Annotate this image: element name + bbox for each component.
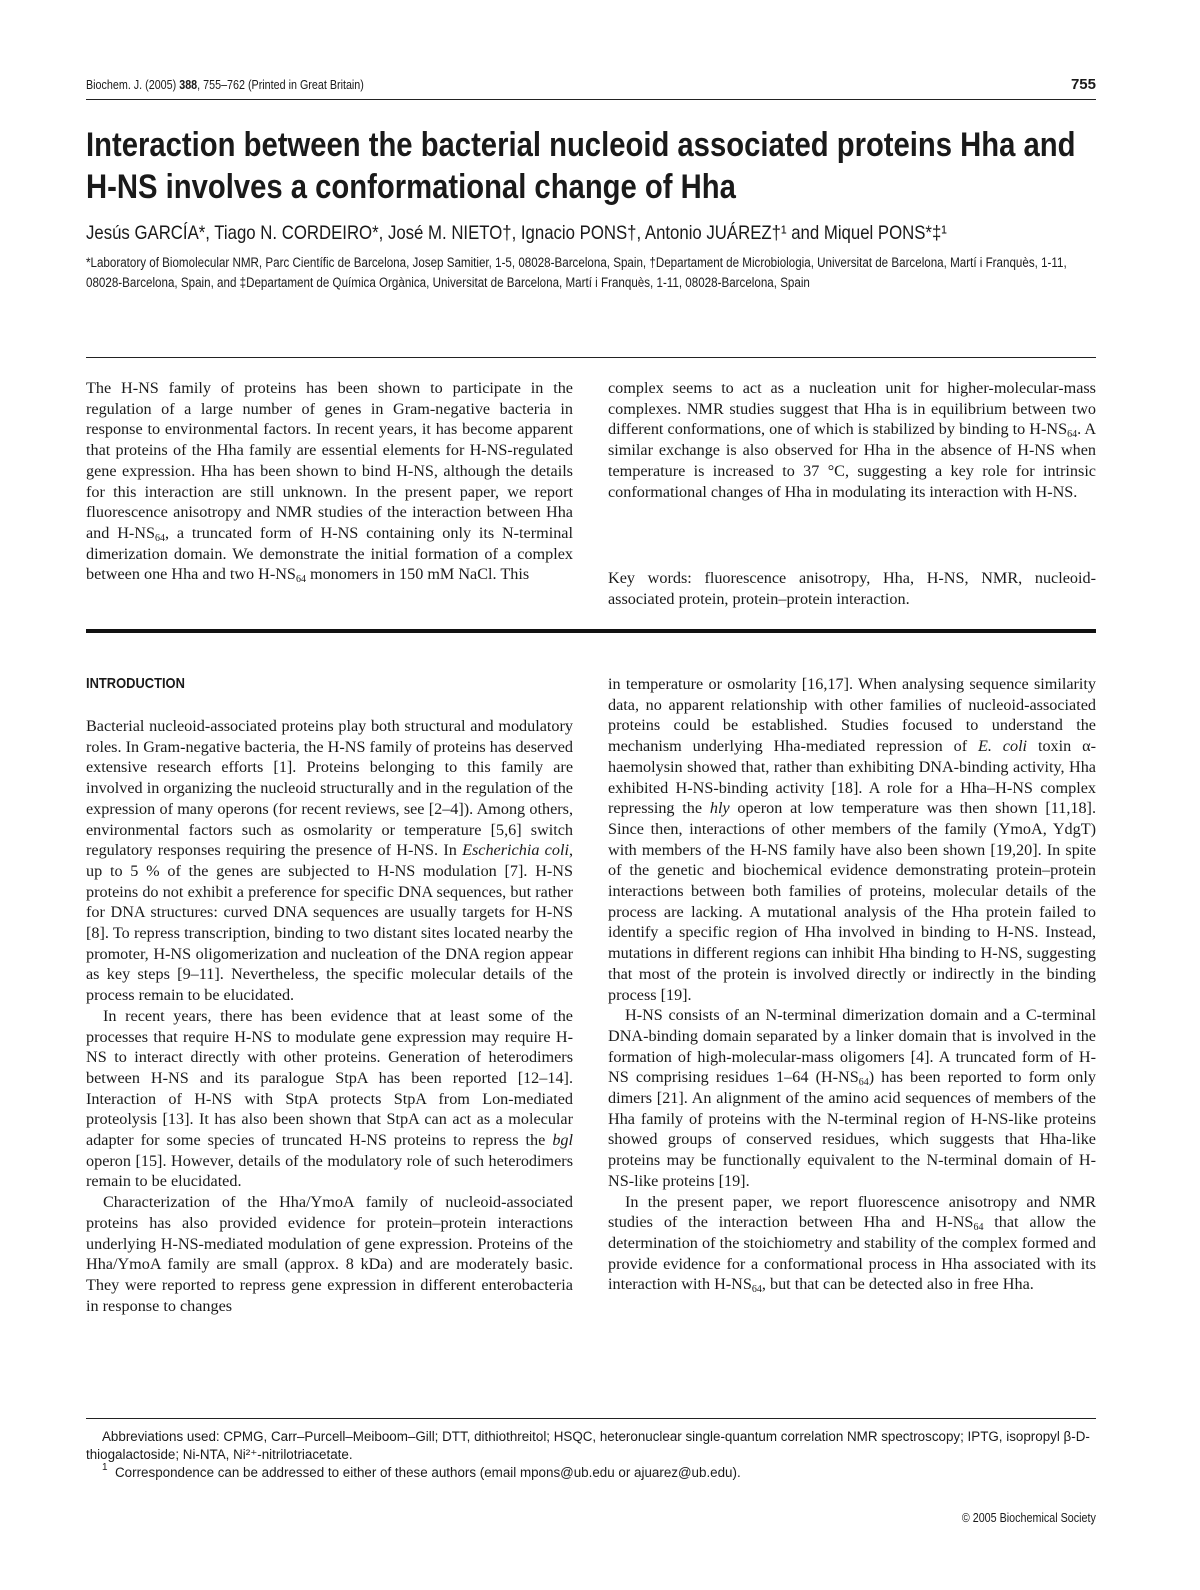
article-title: Interaction between the bacterial nucleoid associated proteins Hha and H-NS involves a conformational change of Hha bbox=[86, 126, 1076, 206]
paragraph: in temperature or osmolarity [16,17]. When analysing sequence similarity data, no apparent relationship with other families of nucleoid-associated proteins could be established. Studies focused to understand the mechanism underlying Hha-mediated repression of E. coli toxin α-haemolysin showed that, rather than exhibiting DNA-binding activity, Hha exhibited H-NS-binding activity [18]. A role for a Hha–H-NS complex repressing the hly operon at low temperature was then shown [11,18]. Since then, interactions of other members of the family (YmoA, YdgT) with members of the H-NS family have also been shown [19,20]. In spite of the genetic and biochemical evidence demonstrating protein–protein interactions between both families of proteins, molecular details of the process are lacking. A mutational analysis of the Hha protein failed to identify a specific region of Hha involved in binding to H-NS. Instead, mutations in different regions can inhibit Hha binding to H-NS, suggesting that most of the protein is involved directly or indirectly in the binding process [19]. bbox=[608, 675, 1096, 1004]
abstract-right-column bbox=[608, 378, 1096, 502]
paragraph: H-NS consists of an N-terminal dimerization domain and a C-terminal DNA-binding domain separated by a linker domain that is involved in the formation of high-molecular-mass oligomers [4]. A truncated form of H-NS comprising residues 1–64 $(H-NS_{64})$ has been reported to form only dimers [21]. An alignment of the amino acid sequences of members of the Hha family of proteins with the N-terminal region of H-NS-like proteins showed groups of conserved residues, which suggests that Hha-like proteins may be functionally equivalent to the N-terminal domain of H-NS-like proteins [19]. bbox=[608, 1006, 1096, 1190]
copyright: © 2005 Biochemical Society bbox=[961, 1511, 1096, 1525]
affiliations: *Laboratory of Biomolecular NMR, Parc Científic de Barcelona, Josep Samitier, 1-5, 08028-Barcelona, Spain, †Departament de Microbiologia, Universitat de Barcelona, Martí i Franquès, 1-11, 08028-Barcelona, Spain, and ‡Departament de Química Orgànica, Universitat de Barcelona, Martí i Franquès, 1-11, 08028-Barcelona, Spain bbox=[86, 255, 1067, 290]
abstract-top-rule bbox=[86, 357, 1096, 358]
running-head bbox=[86, 76, 1096, 98]
intro-right-column bbox=[608, 674, 1096, 1295]
keywords: Key words: fluorescence anisotropy, Hha, H-NS, NMR, nucleoid-associated protein, protein–protein interaction. bbox=[608, 569, 1096, 608]
abstract-text: complex seems to act as a nucleation unit for higher-molecular-mass complexes. NMR studies suggest that Hha is in equilibrium between two different conformations, one of which is stabilized by binding to H-NS bbox=[608, 379, 1096, 439]
header-rule bbox=[86, 99, 1096, 100]
paragraph: Characterization of the Hha/YmoA family of nucleoid-associated proteins has also provided evidence for protein–protein interactions underlying H-NS-mediated modulation of gene expression. Proteins of the Hha/YmoA family are small (approx. 8 kDa) and are moderately basic. They were reported to repress gene expression in different enterobacteria in response to changes bbox=[86, 1193, 573, 1315]
page-number: 755 bbox=[1070, 76, 1096, 93]
citation-prefix: Biochem. J. (2005) bbox=[86, 78, 180, 92]
intro-left-column bbox=[86, 716, 573, 1316]
citation-volume: 388 bbox=[179, 78, 198, 92]
abstract-text: , a truncated form of H-NS containing only its N-terminal dimerization domain. We demonstrate the initial formation of a complex between one Hha and two H-NS bbox=[86, 523, 573, 584]
citation-suffix: , 755–762 (Printed in Great Britain) bbox=[197, 78, 364, 92]
author-list: Jesús GARCÍA*, Tiago N. CORDEIRO*, José M. NIETO†, Ignacio PONS†, Antonio JUÁREZ†¹ and Miquel PONS*‡¹ bbox=[86, 222, 947, 244]
journal-citation bbox=[86, 78, 364, 92]
footnotes bbox=[86, 1428, 1096, 1483]
footnote-rule bbox=[86, 1418, 1096, 1419]
abstract-text: The H-NS family of proteins has been shown to participate in the regulation of a large number of genes in Gram-negative bacteria in response to environmental factors. In recent years, it has become apparent that proteins of the Hha family are essential elements for H-NS-regulated gene expression. Hha has been shown to bind H-NS, although the details for this interaction are still unknown. In the present paper, we report fluorescence anisotropy and NMR studies of the interaction between Hha and H-NS bbox=[86, 379, 573, 542]
footnote-marker: 1 bbox=[102, 1462, 108, 1474]
subscript: 64 bbox=[1067, 429, 1078, 441]
subscript: 64 bbox=[295, 574, 306, 586]
abstract-text: . A similar exchange is also observed for Hha in the absence of H-NS when temperature is increased to 37 °C, suggesting a key role for intrinsic conformational changes of Hha in modulating its interaction with H-NS. bbox=[608, 420, 1097, 501]
paragraph: In recent years, there has been evidence that at least some of the processes that require H-NS to modulate gene expression may require H-NS to interact directly with other proteins. Generation of heterodimers between H-NS and its paralogue StpA has been reported [12–14]. Interaction of H-NS with StpA protects StpA from Lon-mediated proteolysis [13]. It has also been shown that StpA can act as a molecular adapter for some species of truncated H-NS proteins to repress the bgl operon [15]. However, details of the modulatory role of such heterodimers remain to be elucidated. bbox=[86, 1006, 573, 1191]
abstract-text: monomers in 150 mM NaCl. This bbox=[305, 565, 530, 584]
abstract-bottom-rule bbox=[86, 629, 1096, 633]
abbreviations-footnote: Abbreviations used: CPMG, Carr–Purcell–Meiboom–Gill; DTT, dithiothreitol; HSQC, heteronuclear single-quantum correlation NMR spectroscopy; IPTG, isopropyl β-D-thiogalactoside; Ni-NTA, Ni²⁺-nitrilotriacetate. bbox=[86, 1429, 1090, 1463]
paragraph: In the present paper, we report fluorescence anisotropy and NMR studies of the interaction between Hha and $H-NS_{64}$ that allow the determination of the stoichiometry and stability of the complex formed and provide evidence for a conformational process in Hha associated with its interaction with $H-NS_{64}$, but that can be detected also in free Hha. bbox=[608, 1192, 1096, 1296]
paragraph: Bacterial nucleoid-associated proteins play both structural and modulatory roles. In Gram-negative bacteria, the H-NS family of proteins has deserved extensive research efforts [1]. Proteins belonging to this family are involved in organizing the nucleoid structurally and in the regulation of the expression of many operons (for recent reviews, see [2–4]). Among others, environmental factors such as osmolarity or temperature [5,6] switch regulatory responses requiring the presence of H-NS. In Escherichia coli, up to 5 % of the genes are subjected to H-NS modulation [7]. H-NS proteins do not exhibit a preference for specific DNA sequences, but rather for DNA structures: curved DNA sequences are usually targets for H-NS [8]. To repress transcription, binding to two distant sites located nearby the promoter, H-NS oligomerization and nucleation of the DNA region appear as key steps [9–11]. Nevertheless, the specific molecular details of the process remain to be elucidated. bbox=[86, 717, 573, 1005]
section-heading: INTRODUCTION bbox=[86, 675, 185, 692]
correspondence-footnote: $^1$ Correspondence can be addressed to either of these authors (email mpons@ub.edu or ajuarez@ub.edu). bbox=[102, 1462, 741, 1481]
abstract-left-column bbox=[86, 378, 573, 585]
subscript: 64 bbox=[154, 532, 165, 544]
